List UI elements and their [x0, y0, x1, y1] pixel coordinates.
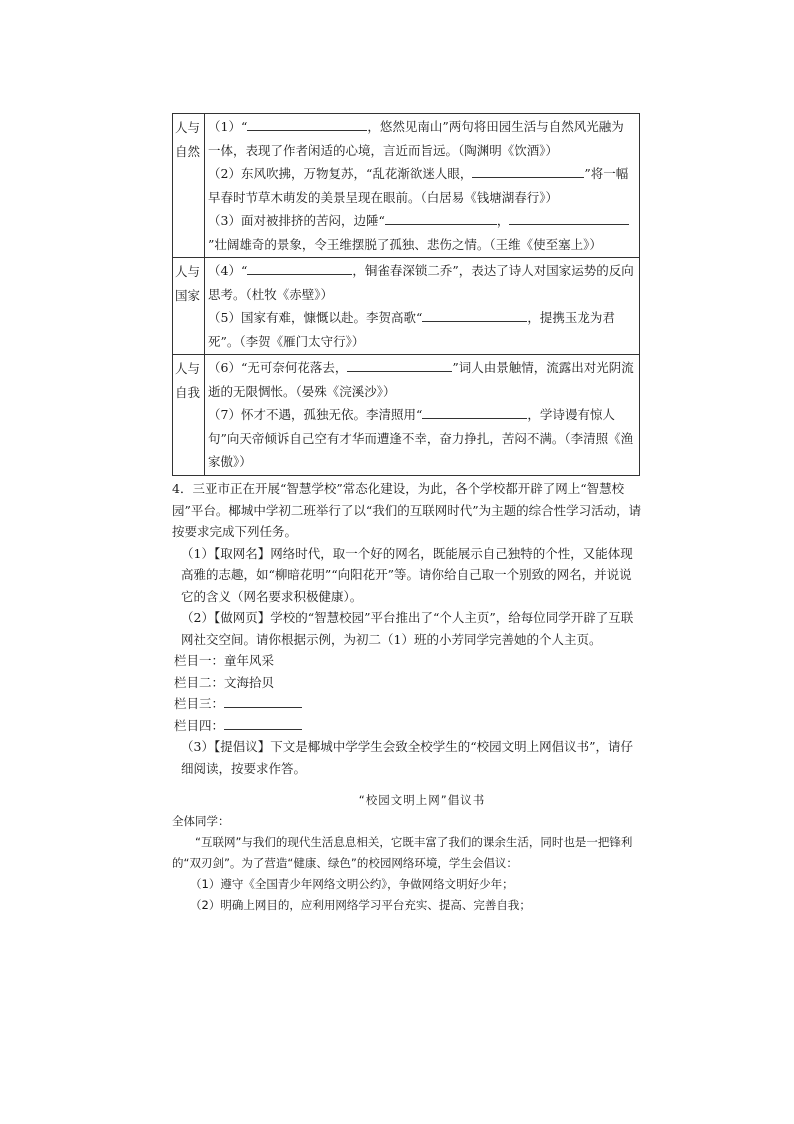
answer-blank[interactable] [385, 210, 497, 225]
letter-item: （1）遵守《全国青少年网络文明公约》，争做网络文明好少年； [190, 877, 514, 891]
column-item: 栏目二：文海拾贝 [174, 674, 275, 690]
question-item: （4）“ ，铜雀春深锁二乔”，表达了诗人对国家运势的反向思考。（杜牧《赤壁》） [208, 259, 636, 306]
category-cell: 人与自我 [173, 355, 205, 476]
table-row [173, 114, 640, 258]
question-intro: 4．三亚市正在开展“智慧学校”常态化建设，为此，各个学校都开辟了网上“智慧校园”平台。椰城中学初二班举行了以“我们的互联网时代”为主题的综合性学习活动，请按要求完成下列任务。 [172, 481, 642, 539]
content-cell [205, 355, 640, 476]
answer-blank[interactable] [224, 716, 302, 730]
answer-blank[interactable] [422, 307, 527, 322]
category-cell: 人与自然 [173, 114, 205, 258]
letter-title: “校园文明上网”倡议书 [358, 793, 486, 807]
answer-blank[interactable] [224, 694, 302, 708]
answer-blank[interactable] [472, 163, 584, 178]
category-cell: 人与国家 [173, 258, 205, 355]
question-item: （7）怀才不遇，孤独无依。李清照用“ ，学诗谩有惊人句”向天帝倾诉自己空有才华而遭逢不幸，奋力挣扎，苦闷不满。（李清照《渔家傲》） [208, 403, 636, 474]
letter-body: “互联网”与我们的现代生活息息相关，它既丰富了我们的课余生活，同时也是一把锋利的“双刃剑”。为了营造“健康、绿色”的校园网络环境，学生会倡议： [172, 835, 633, 870]
content-cell [205, 258, 640, 355]
task-proposal: （3）【提倡议】下文是椰城中学学生会致全校学生的“校园文明上网倡议书”，请仔细阅读，按要求作答。 [181, 739, 633, 776]
column-item: 栏目三： [172, 693, 642, 715]
letter-greeting: 全体同学： [172, 814, 230, 828]
question-item: （5）国家有难，慷慨以赴。李贺高歌“ ，提携玉龙为君死”。（李贺《雁门太守行》） [208, 306, 636, 353]
question-item: （3）面对被排挤的苦闷，边陲“ ，”壮阔雄奇的景象，令王维摆脱了孤独、悲伤之情。（王维《使至塞上》） [208, 209, 636, 256]
table-row [173, 258, 640, 355]
answer-blank[interactable] [347, 357, 452, 372]
answer-blank[interactable] [247, 116, 367, 131]
question-4 [172, 478, 642, 779]
letter-item: （2）明确上网目的，应利用网络学习平台充实、提高、完善自我； [190, 898, 531, 912]
poem-fill-table [172, 113, 640, 476]
answer-blank[interactable] [247, 260, 352, 275]
task-naming: （1）【取网名】网络时代，取一个好的网名，既能展示自己独特的个性，又能体现高雅的志趣，如“柳暗花明”“向阳花开”等。请你给自己取一个别致的网名，并说说它的含义（网名要求积极健康）。 [181, 545, 633, 604]
task-webpage: （2）【做网页】学校的“智慧校园”平台推出了“个人主页”，给每位同学开辟了互联网社交空间。请你根据示例，为初二（1）班的小芳同学完善她的个人主页。 [181, 610, 634, 647]
answer-blank[interactable] [509, 210, 629, 225]
content-cell [205, 114, 640, 258]
column-item: 栏目四： [172, 715, 642, 737]
answer-blank[interactable] [422, 404, 527, 419]
column-item: 栏目一：童年风采 [174, 653, 275, 668]
question-item: （6）“无可奈何花落去， ”词人由景触情，流露出对光阴流逝的无限惆怅。（晏殊《浣溪沙》） [208, 356, 636, 403]
proposal-letter [172, 790, 642, 916]
table-row [173, 355, 640, 476]
question-item: （1）“ ，悠然见南山”两句将田园生活与自然风光融为一体，表现了作者闲适的心境，言近而旨远。（陶渊明《饮酒》） [208, 115, 636, 162]
question-item: （2）东风吹拂，万物复苏，“乱花渐欲迷人眼， ”将一幅早春时节草木萌发的美景呈现在眼前。（白居易《钱塘湖春行》） [208, 162, 636, 209]
